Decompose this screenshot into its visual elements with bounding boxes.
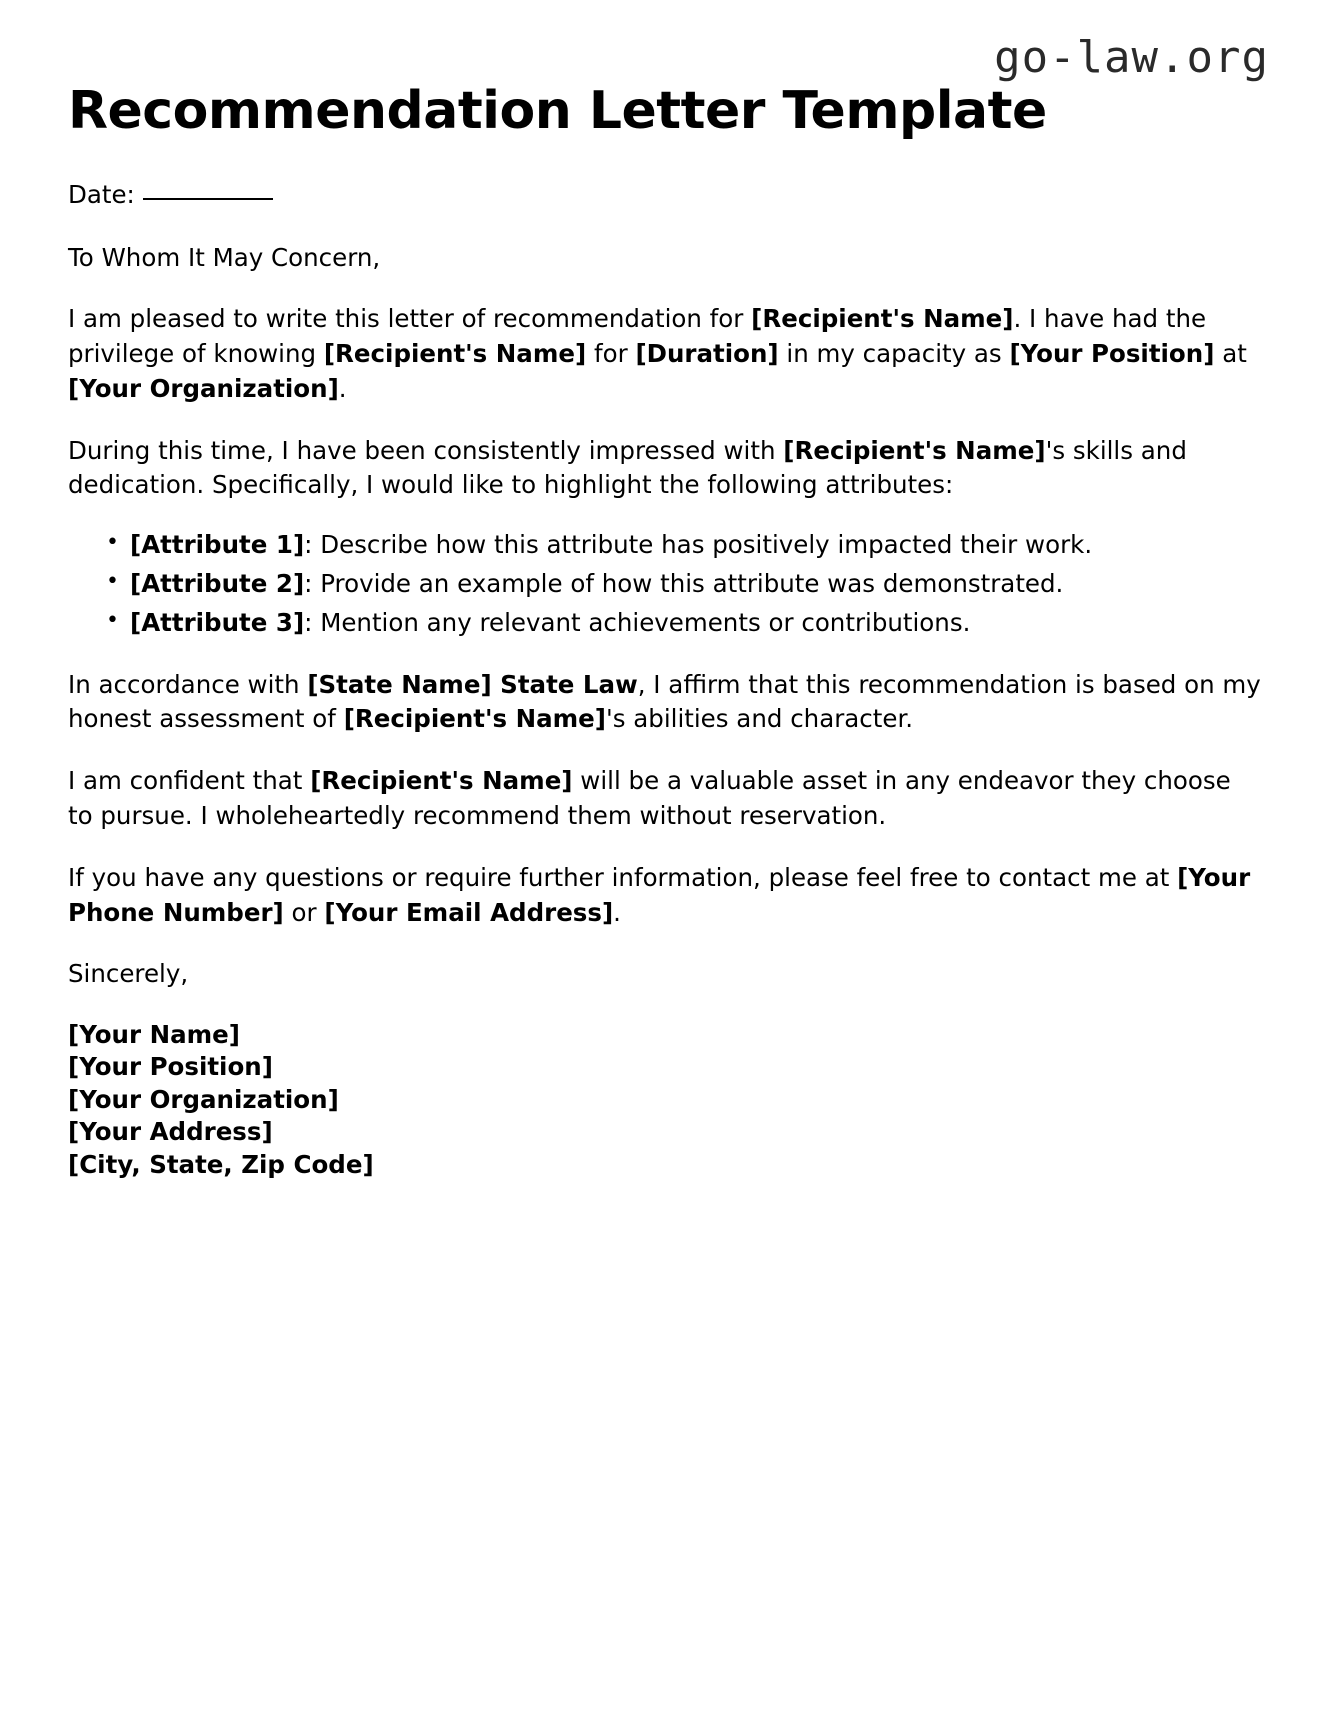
signature-organization: [Your Organization] bbox=[68, 1084, 339, 1114]
p5-s2: or bbox=[283, 897, 325, 927]
attributes-list bbox=[68, 528, 1263, 640]
p3-b2: [Recipient's Name] bbox=[343, 704, 606, 734]
site-watermark: go-law.org bbox=[994, 32, 1269, 83]
attribute-text: : Describe how this attribute has positively impacted their work. bbox=[304, 530, 1093, 560]
signature-address: [Your Address] bbox=[68, 1117, 273, 1147]
paragraph-contact bbox=[68, 861, 1263, 931]
p1-s5: at bbox=[1214, 339, 1247, 369]
letter-body bbox=[68, 178, 1263, 1179]
p3-b1: [State Name] State Law bbox=[307, 669, 638, 699]
p1-b4: [Your Position] bbox=[1009, 339, 1215, 369]
paragraph-state-law bbox=[68, 668, 1263, 738]
list-item bbox=[130, 567, 1263, 602]
p1-s6: . bbox=[338, 373, 347, 403]
p5-b2: [Your Email Address] bbox=[324, 897, 614, 927]
attribute-label: [Attribute 2] bbox=[130, 569, 305, 599]
p1-s3: for bbox=[586, 339, 636, 369]
date-label: Date: bbox=[68, 179, 135, 209]
closing-line: Sincerely, bbox=[68, 959, 189, 989]
paragraph-impressed bbox=[68, 434, 1263, 504]
attribute-text: : Provide an example of how this attribute was demonstrated. bbox=[304, 569, 1064, 599]
p3-s1: In accordance with bbox=[68, 669, 308, 699]
attribute-label: [Attribute 1] bbox=[130, 530, 305, 560]
page-title: Recommendation Letter Template bbox=[68, 81, 1047, 141]
p1-b1: [Recipient's Name] bbox=[751, 304, 1014, 334]
p4-b1: [Recipient's Name] bbox=[310, 766, 573, 796]
p1-s1: I am pleased to write this letter of recommendation for bbox=[68, 304, 752, 334]
attribute-label: [Attribute 3] bbox=[130, 607, 305, 637]
salutation: To Whom It May Concern, bbox=[68, 242, 381, 272]
p2-s1: During this time, I have been consistently impressed with bbox=[68, 435, 784, 465]
date-blank-field[interactable] bbox=[143, 181, 273, 200]
list-item bbox=[130, 528, 1263, 563]
list-item bbox=[130, 606, 1263, 641]
p4-s1: I am confident that bbox=[68, 766, 311, 796]
signature-name: [Your Name] bbox=[68, 1020, 240, 1050]
p1-b5: [Your Organization] bbox=[68, 373, 339, 403]
p1-b2: [Recipient's Name] bbox=[323, 339, 587, 369]
p5-b1: [Your Phone Number] bbox=[68, 862, 1251, 927]
date-line bbox=[68, 178, 1263, 213]
paragraph-confidence bbox=[68, 764, 1263, 834]
p3-s3: 's abilities and character. bbox=[606, 704, 914, 734]
signature-position: [Your Position] bbox=[68, 1052, 273, 1082]
p1-s2: . I have had the privilege of knowing bbox=[68, 304, 1207, 369]
signature-city-state-zip: [City, State, Zip Code] bbox=[68, 1149, 374, 1179]
p1-s4: in my capacity as bbox=[778, 339, 1010, 369]
p4-s2: will be a valuable asset in any endeavor they choose to pursue. I wholeheartedly recommend them without reservation. bbox=[68, 766, 1231, 830]
p5-s1: If you have any questions or require further information, please feel free to contact me at bbox=[68, 862, 1178, 892]
paragraph-intro bbox=[68, 302, 1263, 406]
p5-s3: . bbox=[613, 897, 621, 927]
p2-s2: 's skills and dedication. Specifically, I would like to highlight the following attributes: bbox=[68, 435, 1187, 500]
p3-s2: , I affirm that this recommendation is based on my honest assessment of bbox=[68, 669, 1261, 734]
signature-block bbox=[68, 1020, 1263, 1179]
p1-b3: [Duration] bbox=[635, 339, 779, 369]
p2-b1: [Recipient's Name] bbox=[783, 435, 1046, 465]
attribute-text: : Mention any relevant achievements or contributions. bbox=[304, 607, 971, 637]
